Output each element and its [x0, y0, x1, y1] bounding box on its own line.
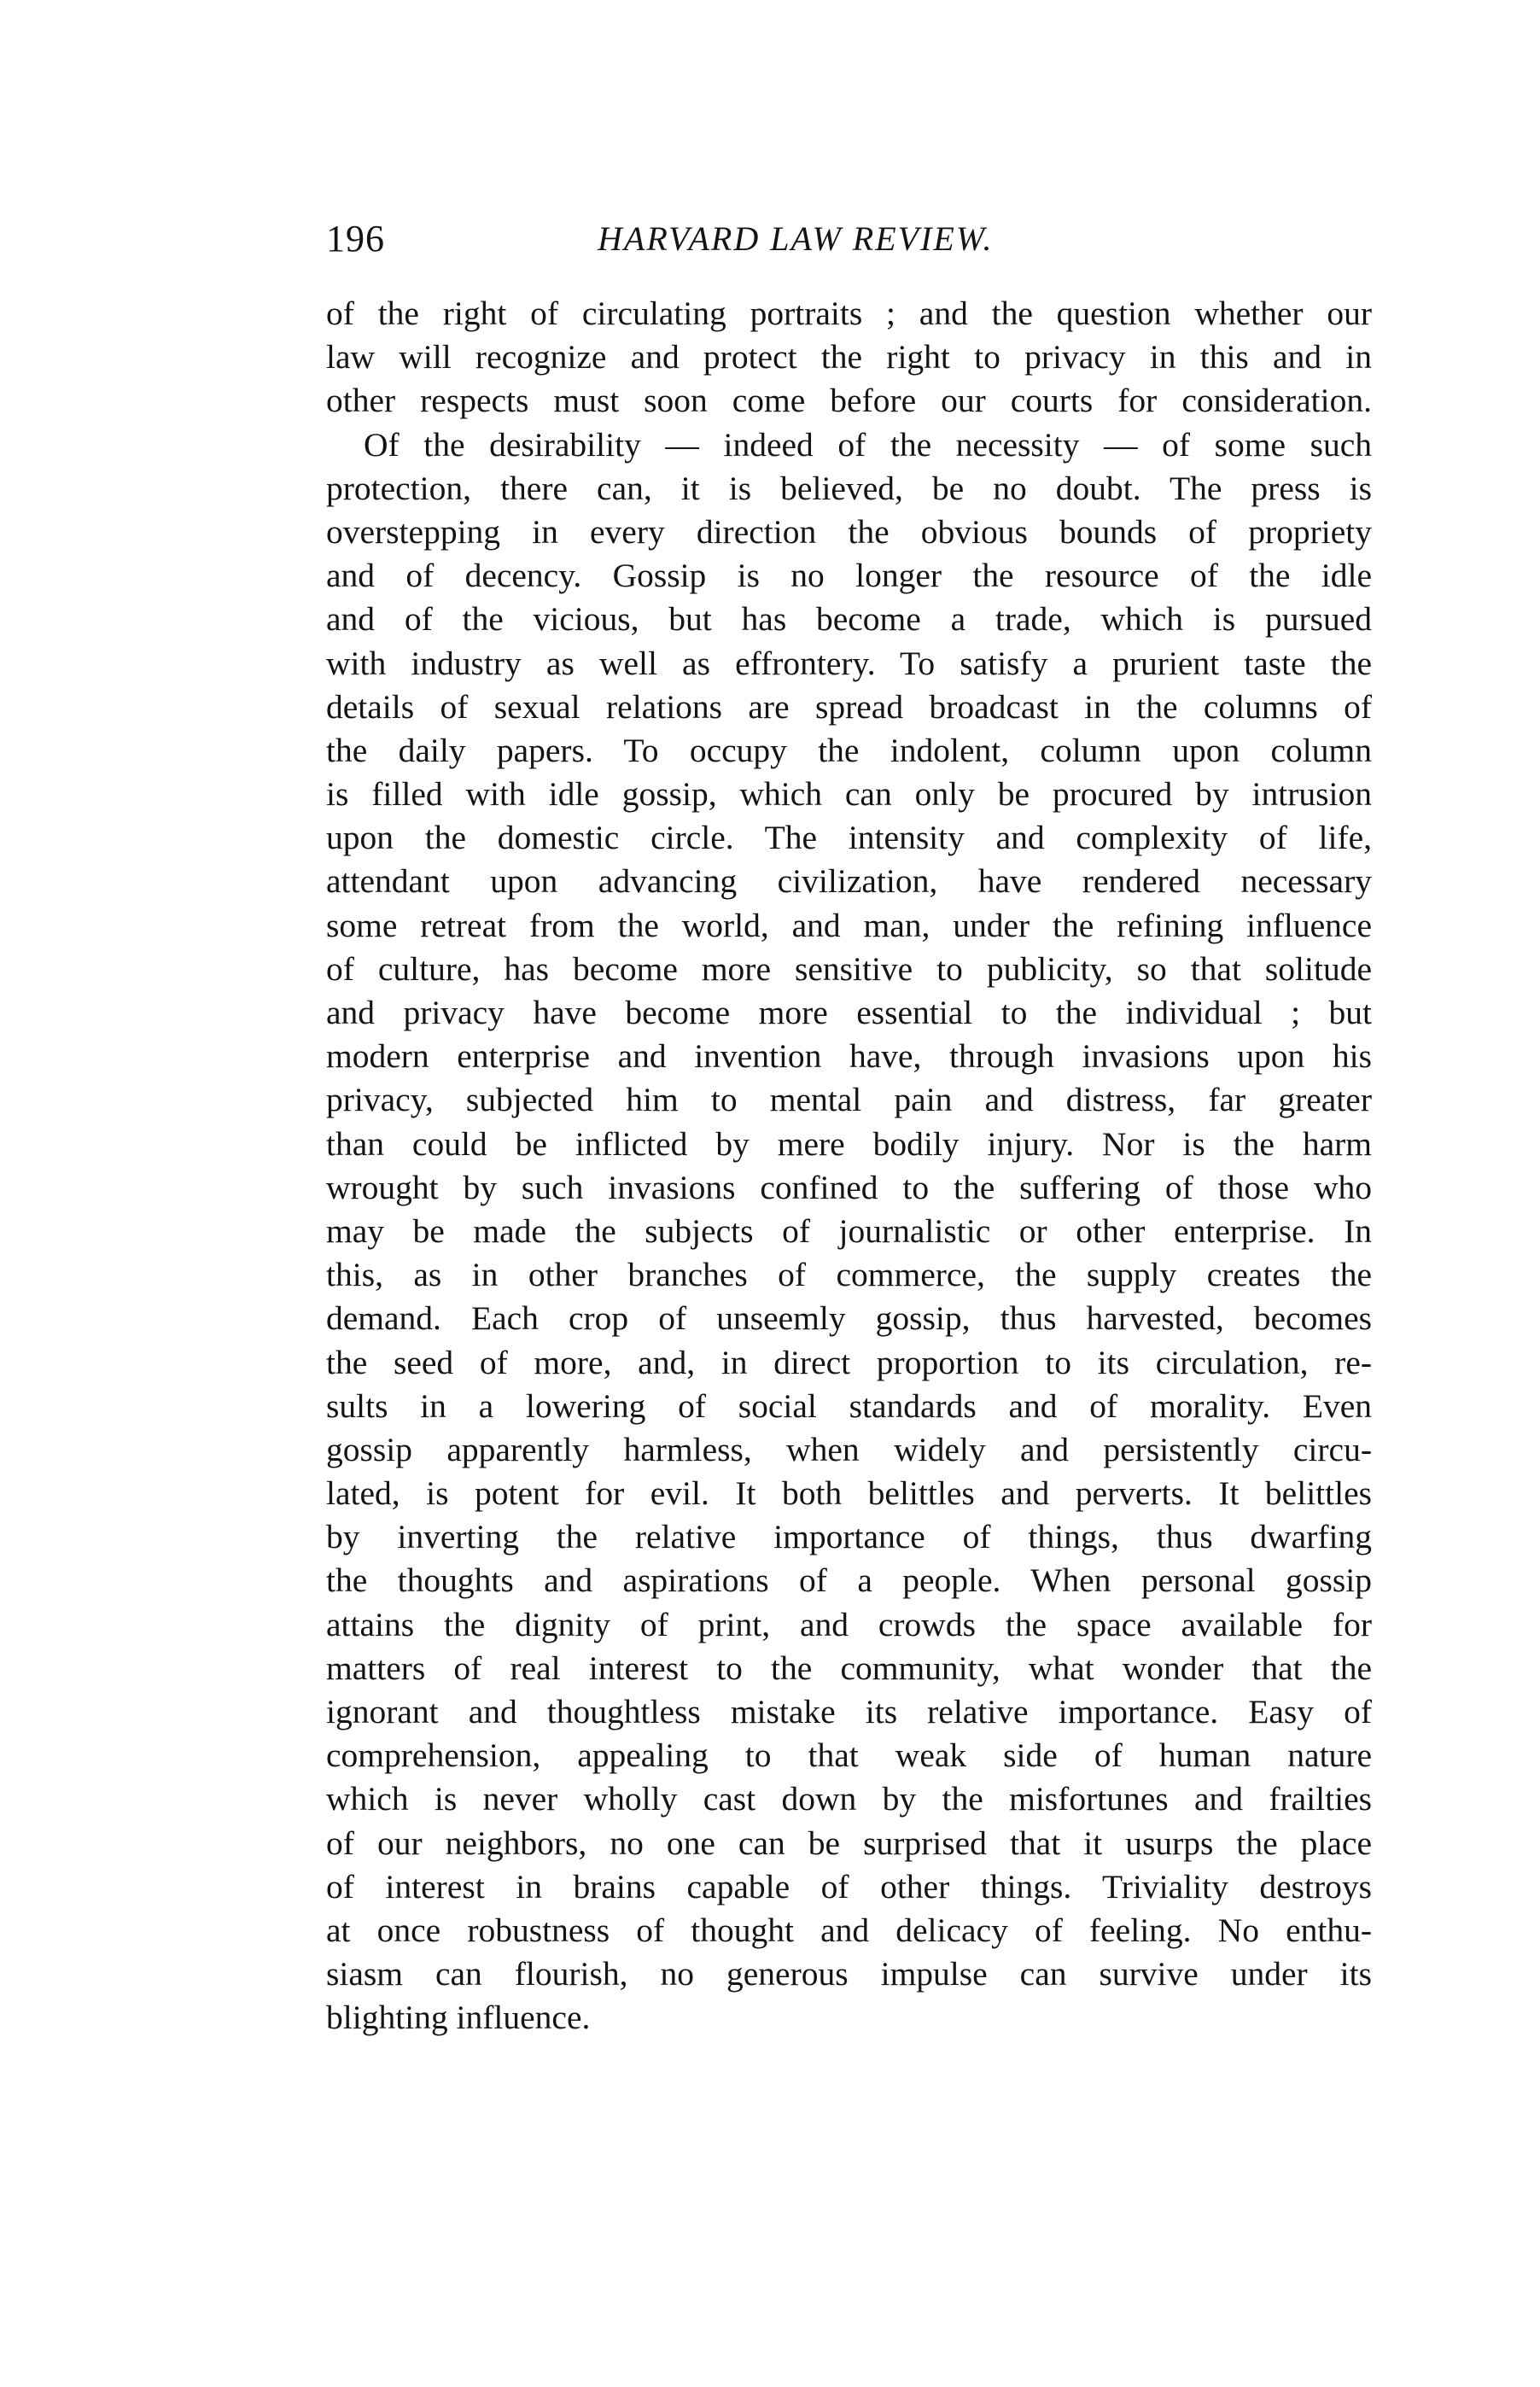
text-line: demand. Each crop of unseemly gossip, thus harvested, becomes: [326, 1299, 1372, 1338]
text-line: gossip apparently harmless, when widely and persistently circu-: [326, 1430, 1372, 1468]
text-line: privacy, subjected him to mental pain and distress, far greater: [326, 1081, 1372, 1119]
text-line: some retreat from the world, and man, under the refining influence: [326, 906, 1372, 944]
running-head: [326, 213, 1376, 265]
text-line: other respects must soon come before our courts for consideration.: [326, 382, 1372, 420]
text-line: overstepping in every direction the obvious bounds of propriety: [326, 512, 1372, 551]
paragraph-first-line: Of the desirability — indeed of the necessity — of some such: [364, 425, 1372, 464]
text-line: upon the domestic circle. The intensity and complexity of life,: [326, 819, 1372, 857]
text-line: than could be inflicted by mere bodily injury. Nor is the harm: [326, 1124, 1372, 1163]
text-line: lated, is potent for evil. It both belittles and perverts. It belittles: [326, 1474, 1372, 1513]
text-line: comprehension, appealing to that weak side of human nature: [326, 1736, 1372, 1775]
text-line: this, as in other branches of commerce, the supply creates the: [326, 1256, 1372, 1294]
text-line: siasm can flourish, no generous impulse can survive under its: [326, 1955, 1372, 1993]
text-line: ignorant and thoughtless mistake its relative importance. Easy of: [326, 1693, 1372, 1730]
text-line: attains the dignity of print, and crowds the space available for: [326, 1605, 1372, 1643]
text-line: at once robustness of thought and delicacy of feeling. No enthu-: [326, 1911, 1372, 1949]
text-line: and privacy have become more essential to the individual ; but: [326, 994, 1372, 1031]
text-line: law will recognize and protect the right to privacy in this and in: [326, 338, 1372, 376]
text-line: and of the vicious, but has become a trade, which is pursued: [326, 600, 1372, 639]
text-line: protection, there can, it is believed, be no doubt. The press is: [326, 469, 1372, 507]
text-line: sults in a lowering of social standards and of morality. Even: [326, 1386, 1372, 1425]
text-line: of culture, has become more sensitive to publicity, so that solitude: [326, 949, 1372, 988]
text-line: wrought by such invasions confined to the suffering of those who: [326, 1168, 1372, 1206]
text-line: may be made the subjects of journalistic or other enterprise. In: [326, 1211, 1372, 1250]
body-text: [326, 292, 1372, 2040]
text-line: of the right of circulating portraits ; and the question whether our: [326, 295, 1372, 332]
text-line: attendant upon advancing civilization, have rendered necessary: [326, 862, 1372, 901]
text-line: of interest in brains capable of other things. Triviality destroys: [326, 1867, 1372, 1906]
text-line: the seed of more, and, in direct proportion to its circulation, re-: [326, 1343, 1372, 1381]
text-line: modern enterprise and invention have, through invasions upon his: [326, 1037, 1372, 1076]
text-line: which is never wholly cast down by the misfortunes and frailties: [326, 1780, 1372, 1818]
text-line: of our neighbors, no one can be surprised that it usurps the place: [326, 1824, 1372, 1862]
text-line: matters of real interest to the community, what wonder that the: [326, 1649, 1372, 1687]
text-line: by inverting the relative importance of things, thus dwarfing: [326, 1518, 1372, 1556]
text-line: with industry as well as effrontery. To satisfy a prurient taste the: [326, 644, 1372, 682]
text-line: is filled with idle gossip, which can only be procured by intrusion: [326, 775, 1372, 814]
page-number: 196: [326, 218, 385, 260]
paragraph-last-line: blighting influence.: [326, 1999, 591, 2037]
text-line: and of decency. Gossip is no longer the resource of the idle: [326, 557, 1372, 595]
text-line: the daily papers. To occupy the indolent, column upon column: [326, 731, 1372, 769]
text-line: details of sexual relations are spread broadcast in the columns of: [326, 687, 1372, 726]
text-line: the thoughts and aspirations of a people. When personal gossip: [326, 1561, 1372, 1600]
journal-title: HARVARD LAW REVIEW.: [598, 219, 994, 258]
